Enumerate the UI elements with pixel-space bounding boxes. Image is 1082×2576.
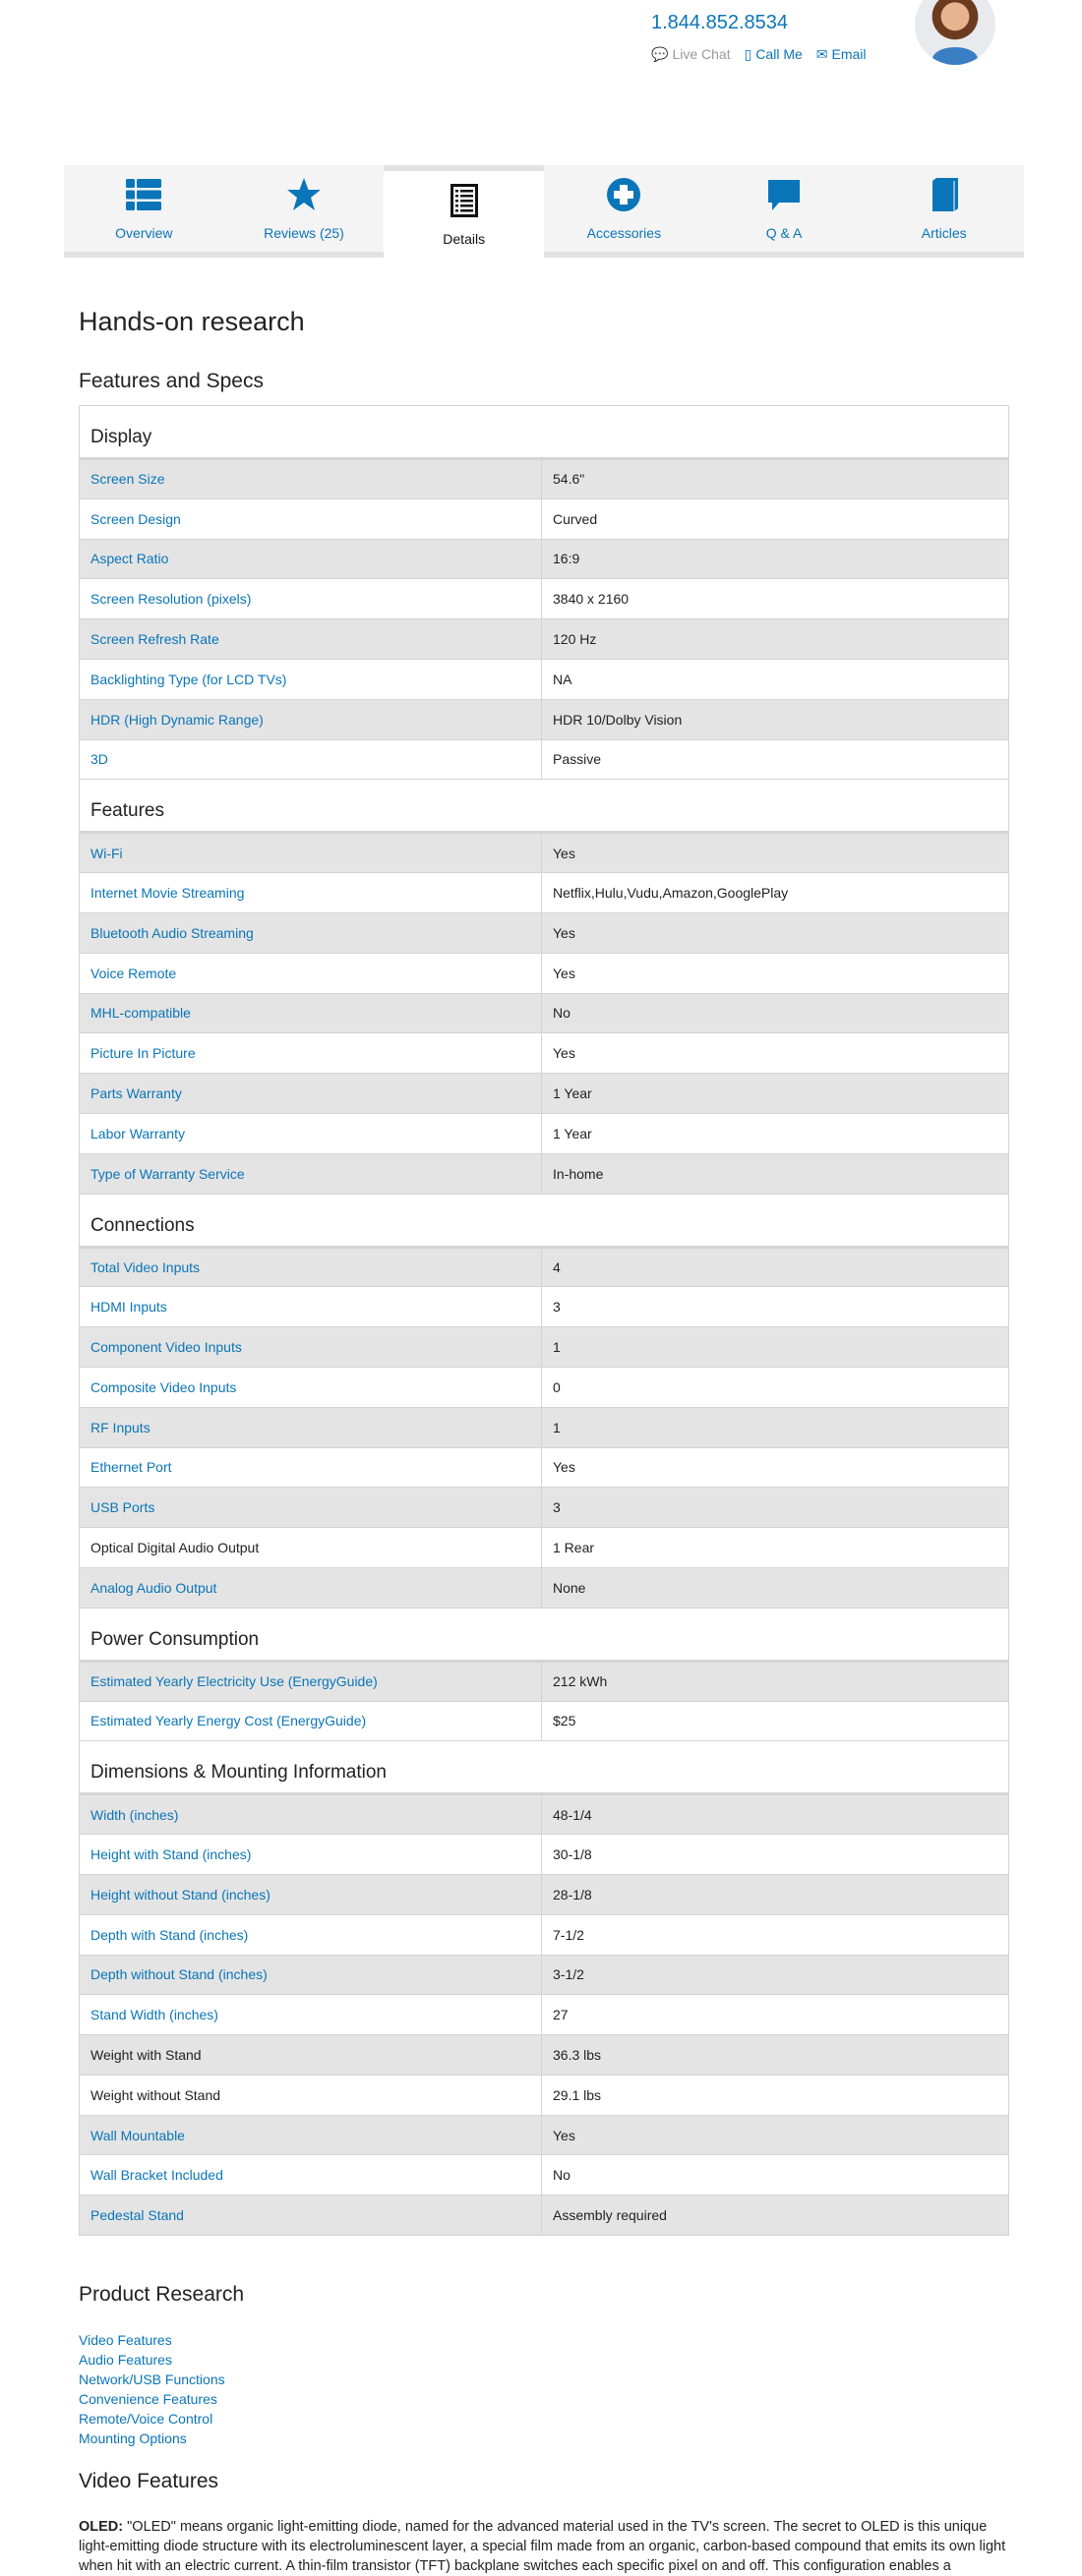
spec-label[interactable]: Screen Refresh Rate [80, 619, 542, 660]
spec-row [80, 1367, 1009, 1407]
tab-label: Overview [115, 224, 173, 241]
tab-q-a[interactable] [704, 165, 865, 252]
spec-label[interactable]: Estimated Yearly Electricity Use (EnergyGuide) [80, 1661, 542, 1701]
tab-label: Articles [921, 224, 967, 241]
spec-label[interactable]: Internet Movie Streaming [80, 873, 542, 913]
spec-row [80, 1327, 1009, 1368]
spec-row [80, 1447, 1009, 1488]
tab-accessories[interactable] [544, 165, 704, 252]
spec-row [80, 1247, 1009, 1287]
list-icon [126, 177, 161, 215]
product-tabs [64, 165, 1024, 258]
spec-row [80, 1113, 1009, 1153]
spec-label[interactable]: 3D [80, 739, 542, 780]
spec-row [80, 1701, 1009, 1741]
spec-label: Optical Digital Audio Output [80, 1528, 542, 1568]
page-title: Hands-on research [79, 307, 305, 336]
spec-row [80, 619, 1009, 660]
spec-label[interactable]: Pedestal Stand [80, 2195, 542, 2236]
specs-table [79, 405, 1009, 2236]
section-title: Display [80, 406, 1009, 459]
oled-term: OLED: [79, 2519, 124, 2535]
envelope-icon: ✉ [815, 46, 828, 62]
spec-label[interactable]: Backlighting Type (for LCD TVs) [80, 659, 542, 699]
spec-label[interactable]: Aspect Ratio [80, 539, 542, 579]
spec-label[interactable]: Analog Audio Output [80, 1567, 542, 1608]
spec-value: 1 Year [542, 1113, 1009, 1153]
oled-text: "OLED" means organic light-emitting diode, named for the advanced material used in the TV's screen. The secret to OLED is this unique light-emitting diode structure with its electroluminescent layer, a special film made from an organic, carbon-based compound that emits its own light when hit with an electric current. A thin-film transistor (TFT) backplane switches each specific pixel on and off. This configuration enables a [79, 2519, 1006, 2574]
spec-value: No [542, 2155, 1009, 2195]
tab-details[interactable] [384, 165, 544, 258]
spec-row [80, 1074, 1009, 1114]
book-icon [927, 177, 962, 215]
research-link[interactable]: Video Features [79, 2332, 172, 2348]
spec-value: 3 [542, 1287, 1009, 1327]
spec-row [80, 2155, 1009, 2195]
tab-label: Q & A [765, 224, 803, 241]
spec-label: Weight with Stand [80, 2035, 542, 2076]
features-specs-heading: Features and Specs [79, 370, 264, 392]
spec-value: Passive [542, 739, 1009, 780]
spec-row [80, 2195, 1009, 2236]
spec-value: 1 [542, 1407, 1009, 1447]
tab-label: Details [443, 230, 486, 247]
spec-label[interactable]: Screen Resolution (pixels) [80, 579, 542, 619]
details-icon [447, 183, 482, 221]
spec-value: 30-1/8 [542, 1835, 1009, 1875]
spec-section-header [80, 406, 1009, 459]
spec-value: Assembly required [542, 2195, 1009, 2236]
spec-label: Weight without Stand [80, 2075, 542, 2115]
spec-label[interactable]: RF Inputs [80, 1407, 542, 1447]
spec-section-header [80, 780, 1009, 833]
spec-label[interactable]: Parts Warranty [80, 1074, 542, 1114]
call-me-link[interactable] [745, 46, 803, 63]
spec-row [80, 1407, 1009, 1447]
live-chat-label: Live Chat [672, 46, 731, 62]
spec-value: Yes [542, 912, 1009, 953]
spec-value: 1 Rear [542, 1528, 1009, 1568]
spec-value: 3840 x 2160 [542, 579, 1009, 619]
spec-row [80, 739, 1009, 780]
chat-bubble-icon: 💬 [651, 46, 669, 62]
spec-row [80, 1567, 1009, 1608]
spec-row [80, 1995, 1009, 2035]
spec-row [80, 1794, 1009, 1835]
video-features-paragraph [79, 2517, 1008, 2576]
spec-label[interactable]: Depth without Stand (inches) [80, 1955, 542, 1995]
tab-articles[interactable] [864, 165, 1024, 252]
spec-row [80, 953, 1009, 993]
plus-circle-icon [606, 177, 641, 215]
spec-row [80, 1661, 1009, 1701]
spec-label[interactable]: Height with Stand (inches) [80, 1835, 542, 1875]
product-research-heading: Product Research [79, 2283, 245, 2306]
spec-label[interactable]: Estimated Yearly Energy Cost (EnergyGuide) [80, 1701, 542, 1741]
tab-reviews[interactable] [224, 165, 385, 252]
spec-label[interactable]: Depth with Stand (inches) [80, 1914, 542, 1955]
spec-value: Yes [542, 2115, 1009, 2155]
spec-row [80, 1835, 1009, 1875]
spec-label[interactable]: Total Video Inputs [80, 1247, 542, 1287]
spec-value: 0 [542, 1367, 1009, 1407]
spec-label[interactable]: Bluetooth Audio Streaming [80, 912, 542, 953]
call-me-label: Call Me [755, 46, 803, 62]
section-title: Power Consumption [80, 1608, 1009, 1661]
expert-avatar [915, 0, 995, 65]
video-features-heading: Video Features [79, 2470, 219, 2492]
spec-value: Yes [542, 953, 1009, 993]
spec-section-header [80, 1741, 1009, 1794]
spec-row [80, 873, 1009, 913]
phone-link[interactable]: 1.844.852.8534 [651, 12, 789, 33]
spec-label[interactable]: Type of Warranty Service [80, 1153, 542, 1194]
spec-value: NA [542, 659, 1009, 699]
spec-label[interactable]: Width (inches) [80, 1794, 542, 1835]
spec-value: Yes [542, 1033, 1009, 1074]
spec-value: 29.1 lbs [542, 2075, 1009, 2115]
spec-row [80, 833, 1009, 873]
spec-label[interactable]: Stand Width (inches) [80, 1995, 542, 2035]
spec-value: No [542, 993, 1009, 1033]
contact-block [651, 12, 867, 63]
spec-value: 212 kWh [542, 1661, 1009, 1701]
live-chat-link[interactable] [651, 46, 731, 63]
spec-value: Curved [542, 498, 1009, 539]
spec-value: $25 [542, 1701, 1009, 1741]
tab-label: Reviews (25) [264, 224, 344, 241]
spec-label[interactable]: MHL-compatible [80, 993, 542, 1033]
spec-row [80, 579, 1009, 619]
product-research-links [79, 2330, 225, 2448]
email-link[interactable] [816, 46, 867, 63]
section-title: Features [80, 780, 1009, 833]
spec-value: None [542, 1567, 1009, 1608]
spec-label[interactable]: Composite Video Inputs [80, 1367, 542, 1407]
spec-value: 36.3 lbs [542, 2035, 1009, 2076]
spec-row [80, 699, 1009, 739]
spec-value: Netflix,Hulu,Vudu,Amazon,GooglePlay [542, 873, 1009, 913]
spec-row [80, 2115, 1009, 2155]
spec-row [80, 1914, 1009, 1955]
speech-bubble-icon [766, 177, 802, 215]
spec-row [80, 539, 1009, 579]
spec-row [80, 1153, 1009, 1194]
phone-icon: ▯ [744, 46, 752, 62]
spec-row [80, 1488, 1009, 1528]
spec-row [80, 2035, 1009, 2076]
spec-value: 54.6" [542, 459, 1009, 499]
spec-label[interactable]: Wall Bracket Included [80, 2155, 542, 2195]
spec-label[interactable]: HDMI Inputs [80, 1287, 542, 1327]
tab-label: Accessories [586, 224, 662, 241]
tab-overview[interactable] [64, 165, 224, 252]
spec-row [80, 498, 1009, 539]
spec-row [80, 659, 1009, 699]
star-icon [286, 177, 322, 215]
research-link[interactable]: Audio Features [79, 2352, 172, 2368]
section-title: Connections [80, 1194, 1009, 1247]
section-title: Dimensions & Mounting Information [80, 1741, 1009, 1794]
spec-value: 120 Hz [542, 619, 1009, 660]
spec-value: 48-1/4 [542, 1794, 1009, 1835]
spec-value: 1 [542, 1327, 1009, 1368]
spec-row [80, 459, 1009, 499]
spec-label[interactable]: Wi-Fi [80, 833, 542, 873]
spec-value: 28-1/8 [542, 1874, 1009, 1914]
spec-value: 27 [542, 1995, 1009, 2035]
spec-label[interactable]: Height without Stand (inches) [80, 1874, 542, 1914]
spec-label[interactable]: Labor Warranty [80, 1113, 542, 1153]
research-link[interactable]: Remote/Voice Control [79, 2411, 213, 2427]
spec-value: Yes [542, 833, 1009, 873]
spec-row [80, 993, 1009, 1033]
spec-row [80, 1033, 1009, 1074]
spec-section-header [80, 1194, 1009, 1247]
research-link[interactable]: Convenience Features [79, 2391, 217, 2407]
spec-value: 7-1/2 [542, 1914, 1009, 1955]
spec-label[interactable]: Wall Mountable [80, 2115, 542, 2155]
spec-value: Yes [542, 1447, 1009, 1488]
spec-row [80, 1287, 1009, 1327]
research-link[interactable]: Mounting Options [79, 2430, 187, 2446]
spec-label[interactable]: HDR (High Dynamic Range) [80, 699, 542, 739]
spec-row [80, 912, 1009, 953]
spec-row [80, 2075, 1009, 2115]
spec-row [80, 1528, 1009, 1568]
spec-value: 16:9 [542, 539, 1009, 579]
spec-value: HDR 10/Dolby Vision [542, 699, 1009, 739]
spec-row [80, 1874, 1009, 1914]
spec-label[interactable]: Component Video Inputs [80, 1327, 542, 1368]
spec-label[interactable]: USB Ports [80, 1488, 542, 1528]
spec-value: 3-1/2 [542, 1955, 1009, 1995]
spec-label[interactable]: Ethernet Port [80, 1447, 542, 1488]
spec-section-header [80, 1608, 1009, 1661]
spec-value: 3 [542, 1488, 1009, 1528]
spec-row [80, 1955, 1009, 1995]
spec-label[interactable]: Screen Size [80, 459, 542, 499]
spec-value: In-home [542, 1153, 1009, 1194]
email-label: Email [831, 46, 867, 62]
spec-value: 4 [542, 1247, 1009, 1287]
spec-label[interactable]: Voice Remote [80, 953, 542, 993]
spec-label[interactable]: Screen Design [80, 498, 542, 539]
research-link[interactable]: Network/USB Functions [79, 2371, 225, 2387]
spec-value: 1 Year [542, 1074, 1009, 1114]
spec-label[interactable]: Picture In Picture [80, 1033, 542, 1074]
